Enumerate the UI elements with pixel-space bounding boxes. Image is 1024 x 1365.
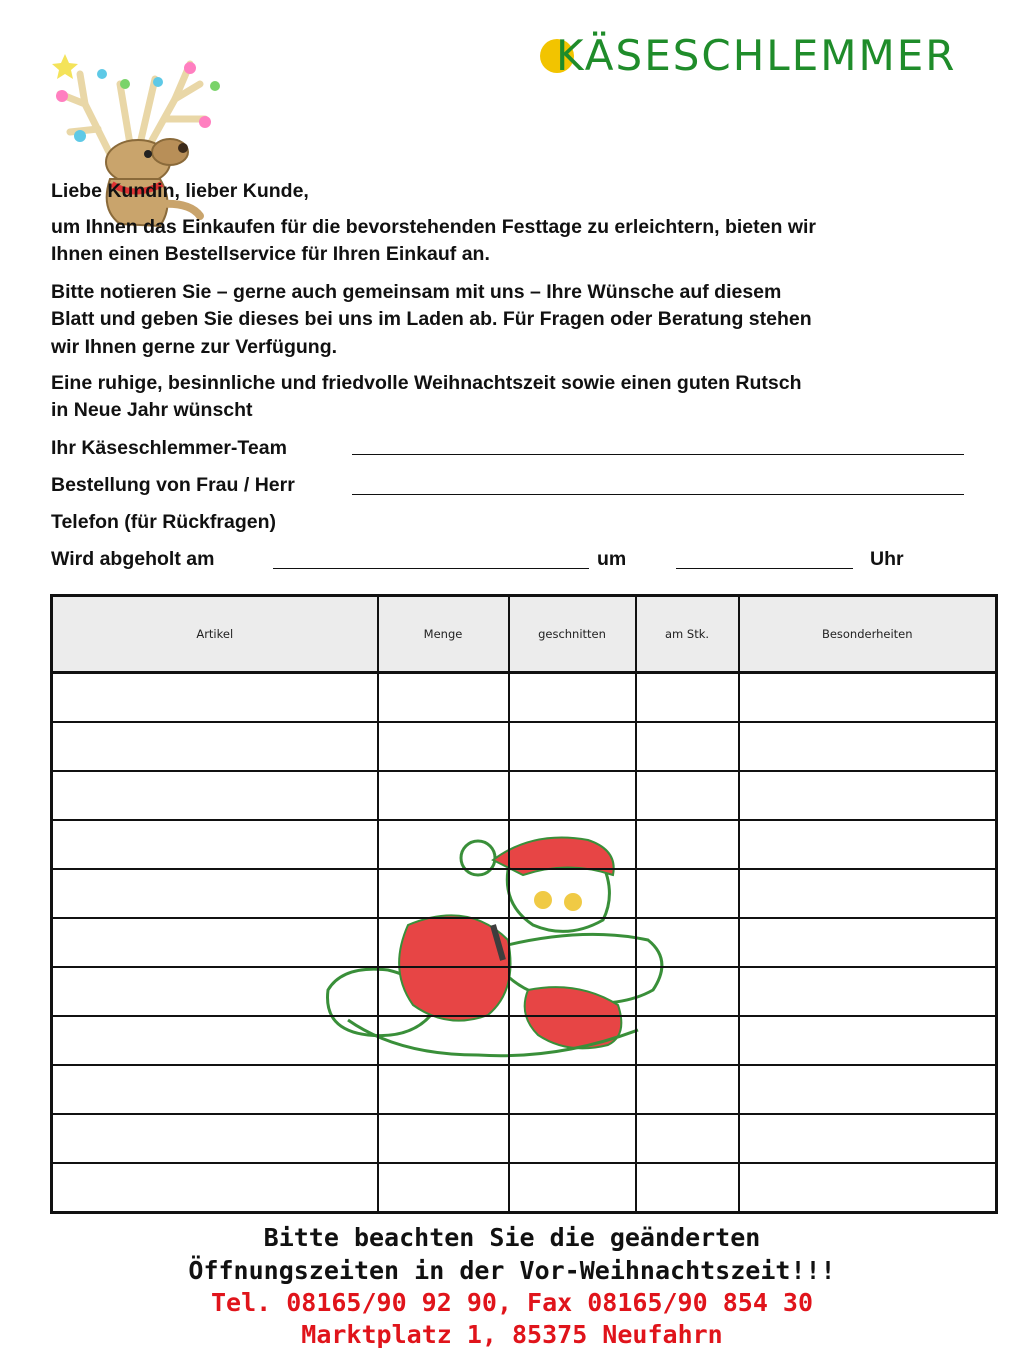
quantity-cell[interactable] [378,1163,509,1213]
instructions-line-1: Bitte notieren Sie – gerne auch gemeinsam mit uns – Ihre Wünsche auf diesem [51,281,782,303]
table-header-row [52,596,997,673]
sliced-cell[interactable] [509,967,636,1016]
shop-address: Marktplatz 1, 85375 Neufahrn [301,1320,723,1349]
sliced-cell[interactable] [509,869,636,918]
per-piece-cell[interactable] [636,1065,739,1114]
notes-cell[interactable] [739,967,997,1016]
article-cell[interactable] [52,1065,378,1114]
column-header-per-piece: am Stk. [636,596,739,673]
article-cell[interactable] [52,1163,378,1213]
article-cell[interactable] [52,918,378,967]
quantity-cell[interactable] [378,673,509,723]
sliced-cell[interactable] [509,918,636,967]
pickup-time-field[interactable] [676,568,853,569]
quantity-cell[interactable] [378,869,509,918]
table-row [52,820,997,869]
article-cell[interactable] [52,869,378,918]
notes-cell[interactable] [739,869,997,918]
column-header-quantity: Menge [378,596,509,673]
quantity-cell[interactable] [378,1114,509,1163]
notes-cell[interactable] [739,1163,997,1213]
wishes-line-1: Eine ruhige, besinnliche und friedvolle Weihnachtszeit sowie einen guten Rutsch [51,372,802,394]
article-cell[interactable] [52,722,378,771]
per-piece-cell[interactable] [636,869,739,918]
table-row [52,771,997,820]
sliced-cell[interactable] [509,1065,636,1114]
table-row [52,918,997,967]
per-piece-cell[interactable] [636,722,739,771]
article-cell[interactable] [52,771,378,820]
per-piece-cell[interactable] [636,771,739,820]
reindeer-clipart [40,44,250,234]
notice-line-1: Bitte beachten Sie die geänderten [263,1223,761,1252]
per-piece-cell[interactable] [636,820,739,869]
sliced-cell[interactable] [509,1114,636,1163]
column-header-sliced: geschnitten [509,596,636,673]
sliced-cell[interactable] [509,820,636,869]
sliced-cell[interactable] [509,1163,636,1213]
per-piece-cell[interactable] [636,1114,739,1163]
table-row [52,1016,997,1065]
greeting: Liebe Kundin, lieber Kunde, [51,180,309,202]
sliced-cell[interactable] [509,673,636,723]
notes-cell[interactable] [739,1114,997,1163]
column-header-notes: Besonderheiten [739,596,997,673]
notes-cell[interactable] [739,771,997,820]
table-row [52,869,997,918]
pickup-label: Wird abgeholt am [51,548,215,570]
notes-cell[interactable] [739,918,997,967]
notes-cell[interactable] [739,1065,997,1114]
quantity-cell[interactable] [378,820,509,869]
quantity-cell[interactable] [378,1065,509,1114]
at-label: um [597,548,627,570]
per-piece-cell[interactable] [636,1016,739,1065]
name-field[interactable] [352,494,964,495]
article-cell[interactable] [52,1114,378,1163]
quantity-cell[interactable] [378,1016,509,1065]
instructions-line-2: Blatt und geben Sie dieses bei uns im Laden ab. Für Fragen oder Beratung stehen [51,308,812,330]
notes-cell[interactable] [739,1016,997,1065]
notes-cell[interactable] [739,673,997,723]
sliced-cell[interactable] [509,722,636,771]
signature-line [352,454,964,455]
column-header-article: Artikel [52,596,378,673]
instructions-line-3: wir Ihnen gerne zur Verfügung. [51,336,338,358]
notes-cell[interactable] [739,722,997,771]
article-cell[interactable] [52,1016,378,1065]
pickup-date-field[interactable] [273,568,589,569]
per-piece-cell[interactable] [636,1163,739,1213]
article-cell[interactable] [52,673,378,723]
per-piece-cell[interactable] [636,918,739,967]
quantity-cell[interactable] [378,771,509,820]
quantity-cell[interactable] [378,967,509,1016]
table-row [52,967,997,1016]
logo-text: KÄSESCHLEMMER [556,31,957,80]
quantity-cell[interactable] [378,722,509,771]
sliced-cell[interactable] [509,771,636,820]
wishes-line-2: in Neue Jahr wünscht [51,399,253,421]
intro-line-1: um Ihnen das Einkaufen für die bevorstehenden Festtage zu erleichtern, bieten wir [51,216,816,238]
quantity-cell[interactable] [378,918,509,967]
sliced-cell[interactable] [509,1016,636,1065]
phone-label: Telefon (für Rückfragen) [51,511,276,533]
table-row [52,1114,997,1163]
table-row [52,1065,997,1114]
notice-line-2: Öffnungszeiten in der Vor-Weihnachtszeit!!! [188,1256,836,1285]
contact-phone-fax: Tel. 08165/90 92 90, Fax 08165/90 854 30 [210,1288,814,1317]
table-row [52,673,997,723]
order-from-label: Bestellung von Frau / Herr [51,474,295,496]
article-cell[interactable] [52,967,378,1016]
intro-line-2: Ihnen einen Bestellservice für Ihren Einkauf an. [51,243,490,265]
table-row [52,722,997,771]
per-piece-cell[interactable] [636,673,739,723]
per-piece-cell[interactable] [636,967,739,1016]
kaeseschlemmer-logo [540,32,1000,82]
table-row [52,1163,997,1213]
article-cell[interactable] [52,820,378,869]
notes-cell[interactable] [739,820,997,869]
time-unit-label: Uhr [870,548,904,570]
order-table [50,594,998,1214]
signature: Ihr Käseschlemmer-Team [51,437,287,459]
